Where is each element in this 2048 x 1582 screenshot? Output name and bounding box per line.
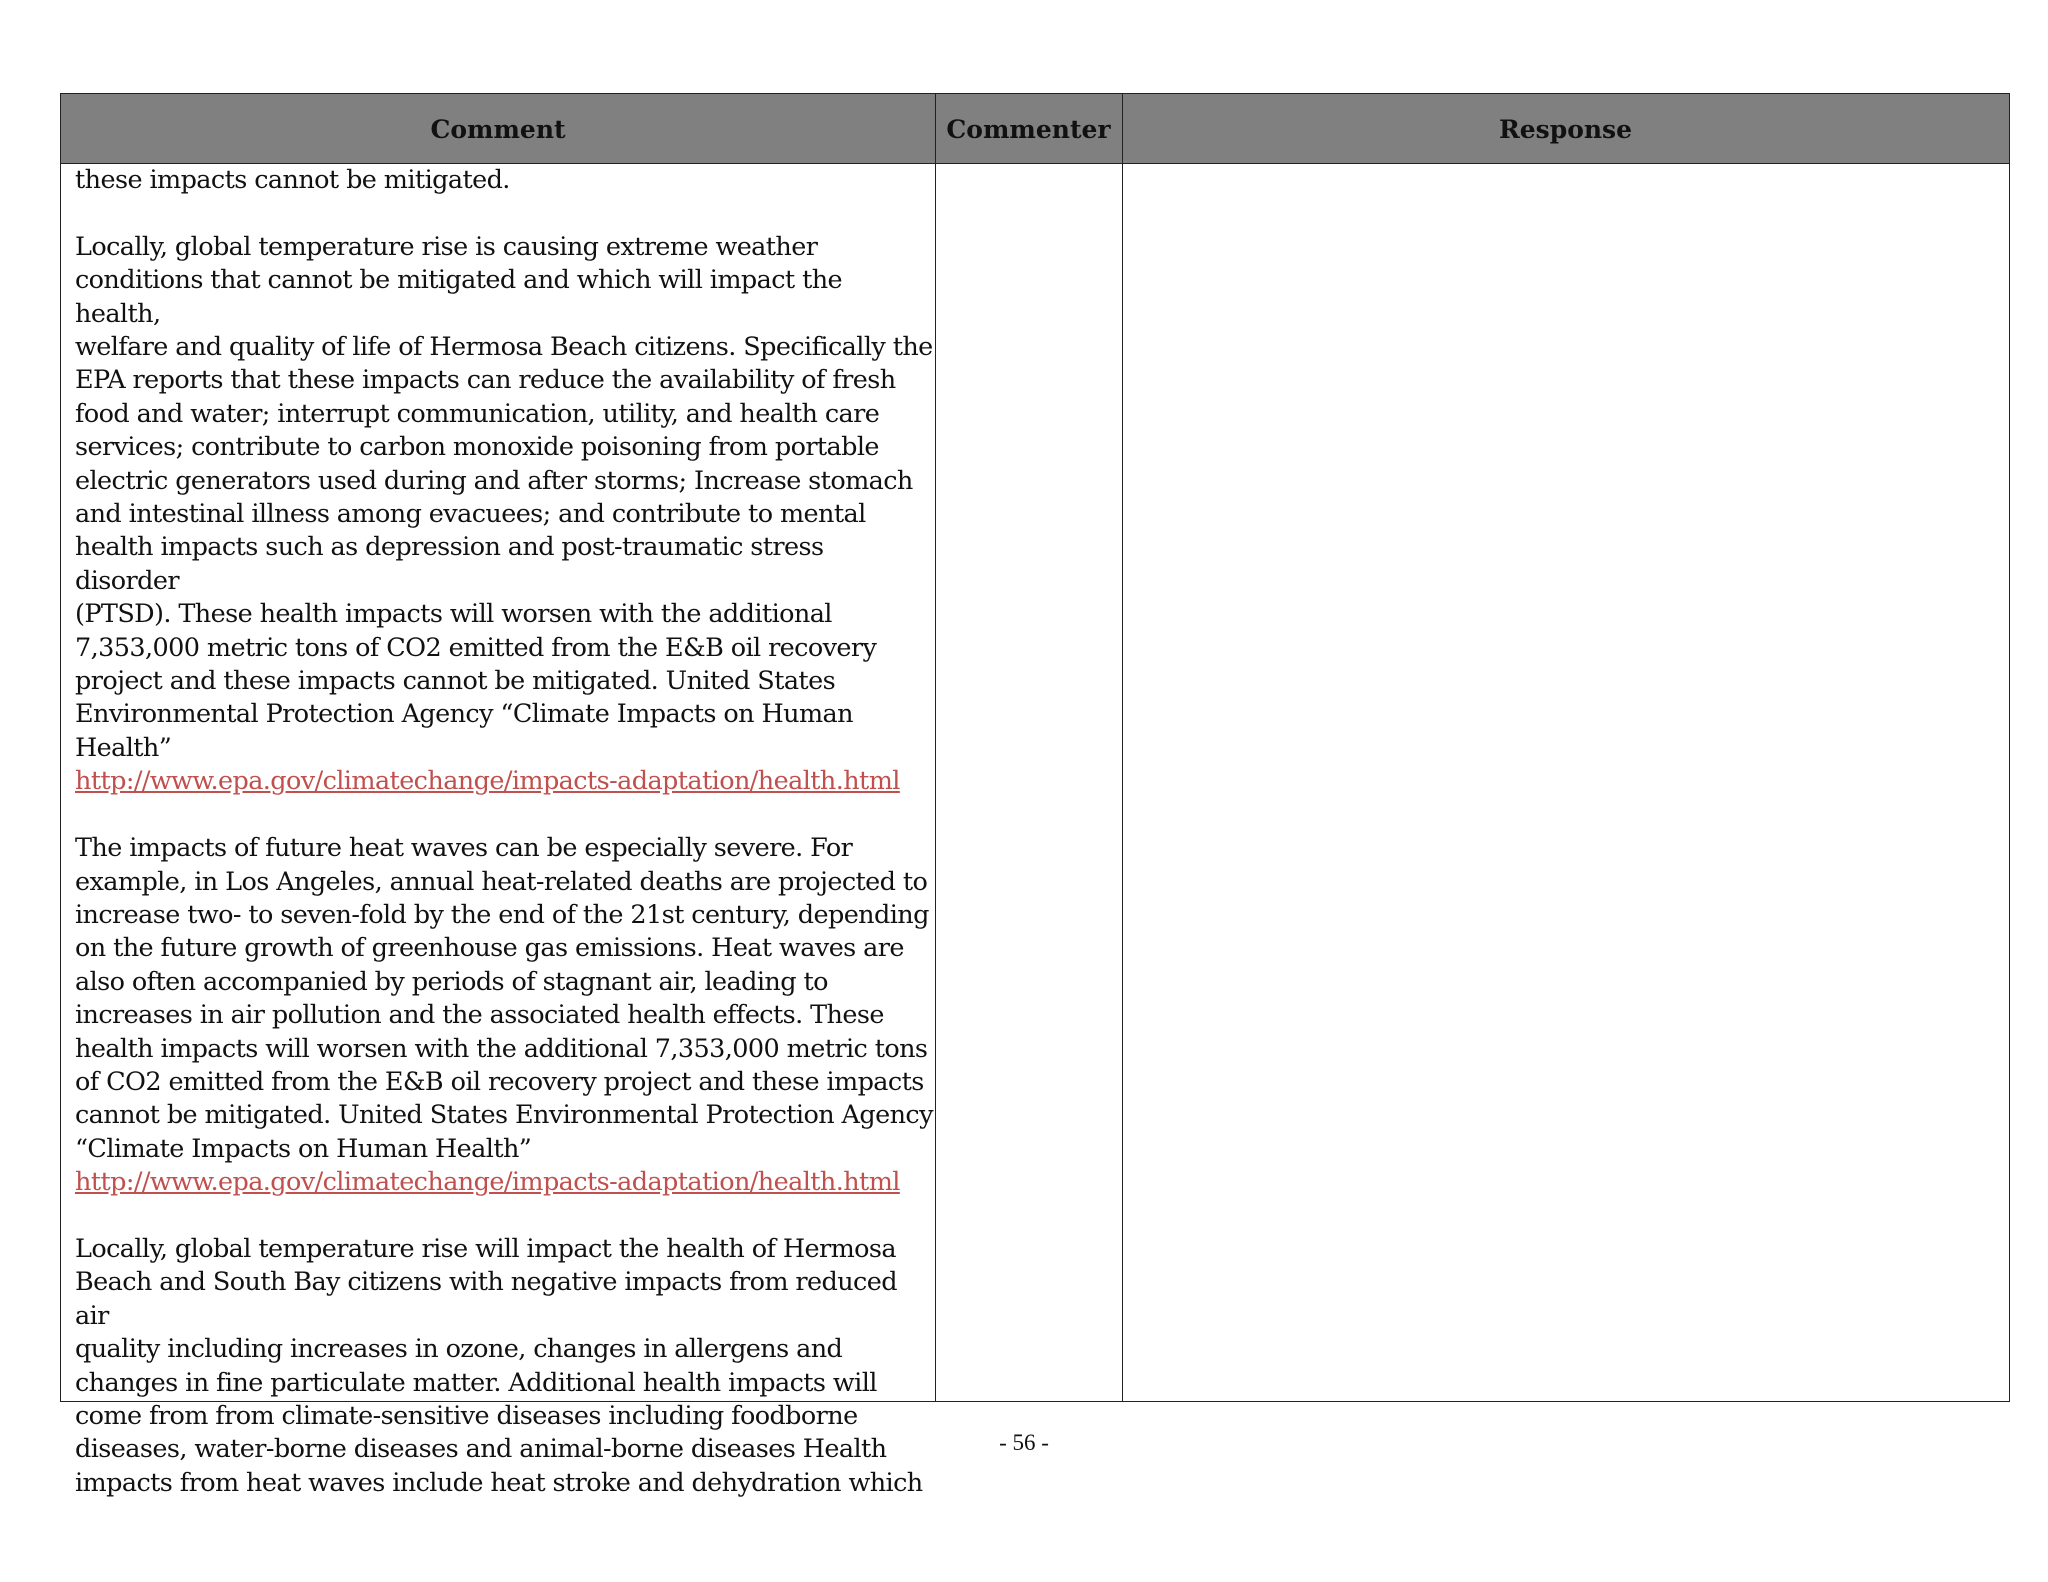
header-response: Response [1498, 115, 1633, 144]
table-header-row [61, 94, 2009, 164]
epa-health-link[interactable]: http://www.epa.gov/climatechange/impacts-adaptation/health.html [75, 766, 900, 797]
column-divider-comment-commenter [935, 94, 936, 1401]
comment-cell [75, 164, 933, 1534]
comment-paragraph: these impacts cannot be mitigated. [75, 165, 510, 195]
comment-paragraph [75, 832, 933, 1199]
comment-paragraph-text: The impacts of future heat waves can be especially severe. For example, in Los Angeles, annual heat-related deaths are projected to increase two- to seven-fold by the end of the 21st century, depending on the future growth of greenhouse gas emissions. Heat waves are also often accompanied by periods of stagnant air, leading to increases in air pollution and the associated health effects. These health impacts will worsen with the additional 7,353,000 metric tons of CO2 emitted from the E&B oil recovery project and these impacts cannot be mitigated. United States Environmental Protection Agency “Climate Impacts on Human Health” [75, 833, 933, 1164]
comment-paragraph-text: Locally, global temperature rise is causing extreme weather conditions that cannot be mitigated and which will impact the health, welfare and quality of life of Hermosa Beach citizens. Specifically the EPA reports that these impacts can reduce the availability of fresh food and water; interrupt communication, utility, and health care services; contribute to carbon monoxide poisoning from portable electric generators used during and after storms; Increase stomach and intestinal illness among evacuees; and contribute to mental health impacts such as depression and post-traumatic stress disorder (PTSD). These health impacts will worsen with the additional 7,353,000 metric tons of CO2 emitted from the E&B oil recovery project and these impacts cannot be mitigated. United States Environmental Protection Agency “Climate Impacts on Human Health” [75, 231, 933, 763]
comment-paragraph: Locally, global temperature rise will impact the health of Hermosa Beach and South Bay citizens with negative impacts from reduced air quality including increases in ozone, changes in allergens and changes in fine particulate matter. Additional health impacts will come from from climate-sensitive diseases including foodborne diseases, water-borne diseases and animal-borne diseases Health impacts from heat waves include heat stroke and dehydration which [75, 1233, 923, 1498]
epa-health-link[interactable]: http://www.epa.gov/climatechange/impacts-adaptation/health.html [75, 1167, 900, 1198]
header-commenter: Commenter [946, 115, 1111, 144]
header-comment: Comment [430, 115, 566, 144]
column-divider-commenter-response [1122, 94, 1123, 1401]
comment-paragraph [75, 231, 933, 799]
page-number: - 56 - [999, 1430, 1049, 1455]
